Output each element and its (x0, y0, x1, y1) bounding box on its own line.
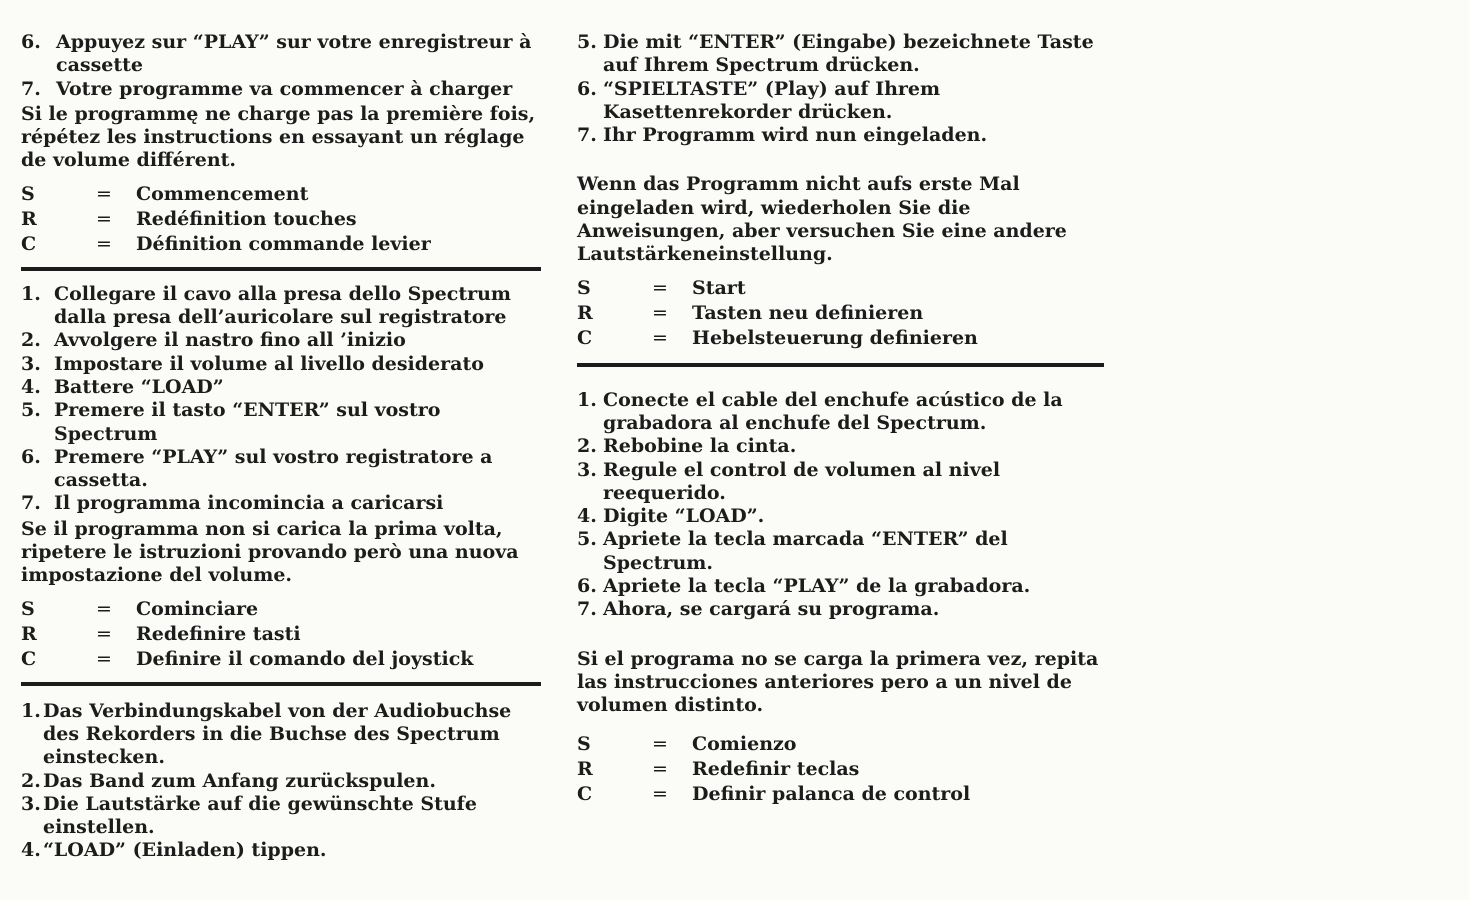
item-number: 6. (21, 31, 41, 53)
item-text: Ahora, se cargará su programa. (603, 598, 940, 621)
item-number: 1. (21, 282, 41, 305)
item-number: 3. (21, 352, 41, 375)
key-row (21, 647, 541, 672)
equals-sign: = (96, 622, 112, 645)
item-number: 5. (577, 528, 597, 551)
retry-note: Se il programma non si carica la prima volta, ripetere le istruzioni provando però una nuova impostazione del volume. (21, 517, 519, 587)
item-number: 5. (577, 31, 597, 53)
key-row (577, 276, 1107, 301)
key-letter: R (21, 207, 37, 230)
item-number: 4. (577, 505, 597, 528)
item-text: Die Lautstärke auf die gewünschte Stufe einstellen. (43, 792, 477, 839)
item-text: Regule el control de volumen al nivel reequerido. (603, 458, 1001, 504)
retry-note: Si le programmę ne charge pas la première fois, répétez les instructions en essayant un réglage de volume différent. (21, 102, 536, 172)
item-text: Das Band zum Anfang zurückspulen. (43, 769, 436, 792)
key-action: Redefinire tasti (136, 622, 301, 645)
list-item (577, 505, 1107, 528)
item-text: Premere “PLAY” sul vostro registratore a cassetta. (54, 445, 493, 492)
list-item (21, 376, 541, 399)
equals-sign: = (652, 301, 668, 324)
list-item (21, 329, 541, 352)
list-item (21, 399, 541, 446)
key-action: Commencement (136, 182, 309, 205)
spacer (577, 622, 1107, 646)
key-action: Comienzo (692, 732, 797, 755)
list-item (577, 459, 1107, 506)
item-text: Collegare il cavo alla presa dello Spectrum dalla presa dell’auricolare sul registratore (54, 282, 512, 329)
item-number: 6. (577, 575, 597, 598)
key-action: Cominciare (136, 597, 259, 620)
key-action: Start (692, 276, 746, 299)
section-divider (21, 267, 541, 271)
key-legend (21, 597, 541, 672)
equals-sign: = (652, 757, 668, 780)
key-action: Definire il comando del joystick (136, 647, 474, 670)
item-text: “LOAD” (Einladen) tippen. (43, 839, 327, 862)
key-action: Definir palanca de control (692, 782, 971, 805)
list-item (21, 492, 541, 515)
item-number: 1. (21, 699, 41, 722)
equals-sign: = (652, 276, 668, 299)
retry-note: Si el programa no se carga la primera vez, repita las instrucciones anteriores pero a un nivel de volumen distinto. (577, 647, 1099, 717)
item-number: 2. (21, 329, 41, 352)
list-item (21, 700, 541, 770)
item-text: Votre programme va commencer à charger (56, 77, 513, 100)
key-row (21, 207, 541, 232)
item-number: 7. (21, 77, 41, 100)
item-number: 2. (577, 435, 597, 458)
key-row (21, 622, 541, 647)
list-item (577, 435, 1107, 458)
item-text: Appuyez sur “PLAY” sur votre enregistreur à cassette (56, 31, 532, 77)
list-item (577, 124, 1107, 147)
list-item (577, 598, 1107, 621)
item-number: 5. (21, 399, 41, 422)
key-letter: R (577, 301, 593, 324)
list-item (21, 78, 541, 101)
item-text: Apriete la tecla marcada “ENTER” del Spectrum. (603, 528, 1008, 574)
key-letter: C (577, 782, 593, 805)
left-column (21, 31, 541, 863)
key-letter: S (21, 597, 35, 620)
key-row (21, 597, 541, 622)
key-letter: C (21, 647, 37, 670)
list-item (21, 283, 541, 330)
key-letter: C (21, 232, 37, 255)
item-number: 4. (21, 839, 41, 862)
key-action: Hebelsteuerung definieren (692, 326, 978, 349)
key-letter: S (577, 732, 591, 755)
key-letter: R (21, 622, 37, 645)
list-item (577, 78, 1107, 125)
key-letter: R (577, 757, 593, 780)
list-item (21, 793, 541, 840)
section-divider (21, 682, 541, 686)
key-action: Définition commande levier (136, 232, 431, 255)
item-number: 3. (21, 792, 41, 815)
equals-sign: = (652, 782, 668, 805)
equals-sign: = (96, 232, 112, 255)
key-legend (577, 732, 1107, 807)
spanish-section (577, 389, 1107, 807)
list-item (21, 31, 541, 78)
list-item (577, 528, 1107, 575)
retry-note: Wenn das Programm nicht aufs erste Mal eingeladen wird, wiederholen Sie die Anweisungen, aber versuchen Sie eine andere Lautstärkeneinstellung. (577, 173, 1067, 266)
spacer (577, 147, 1107, 171)
section-divider (577, 363, 1104, 367)
german-section (21, 700, 541, 863)
key-letter: S (577, 276, 591, 299)
key-action: Redefinir teclas (692, 757, 860, 780)
right-column (577, 31, 1107, 807)
equals-sign: = (96, 597, 112, 620)
item-text: Rebobine la cinta. (603, 435, 797, 458)
item-number: 1. (577, 388, 597, 411)
item-text: Avvolgere il nastro fino all ’inizio (54, 329, 406, 352)
item-text: Il programma incomincia a caricarsi (54, 492, 444, 515)
item-text: Das Verbindungskabel von der Audiobuchse des Rekorders in die Buchse des Spectrum einstecken. (43, 699, 512, 769)
item-number: 2. (21, 769, 41, 792)
key-row (577, 301, 1107, 326)
key-legend (21, 182, 541, 257)
item-text: Apriete la tecla “PLAY” de la grabadora. (603, 575, 1031, 598)
italian-section (21, 283, 541, 672)
item-number: 3. (577, 458, 597, 481)
item-text: Digite “LOAD”. (603, 505, 765, 528)
french-section (21, 31, 541, 257)
equals-sign: = (96, 647, 112, 670)
equals-sign: = (96, 182, 112, 205)
equals-sign: = (652, 326, 668, 349)
key-letter: C (577, 326, 593, 349)
list-item (577, 389, 1107, 436)
item-number: 6. (577, 77, 597, 100)
item-number: 7. (577, 124, 597, 147)
list-item (577, 575, 1107, 598)
key-row (577, 757, 1107, 782)
equals-sign: = (652, 732, 668, 755)
key-row (577, 732, 1107, 757)
german-section-continued (577, 31, 1107, 351)
list-item (21, 446, 541, 493)
key-legend (577, 276, 1107, 351)
key-row (577, 782, 1107, 807)
equals-sign: = (96, 207, 112, 230)
item-number: 7. (21, 492, 41, 515)
key-action: Tasten neu definieren (692, 301, 924, 324)
item-text: Impostare il volume al livello desiderato (54, 352, 484, 375)
list-item (21, 353, 541, 376)
key-row (21, 232, 541, 257)
list-item (577, 31, 1107, 78)
item-number: 4. (21, 375, 41, 398)
key-letter: S (21, 182, 35, 205)
list-item (21, 839, 541, 862)
item-text: “SPIELTASTE” (Play) auf Ihrem Kasettenrekorder drücken. (603, 77, 941, 123)
key-row (21, 182, 541, 207)
item-number: 7. (577, 598, 597, 621)
item-number: 6. (21, 445, 41, 468)
item-text: Premere il tasto “ENTER” sul vostro Spectrum (54, 399, 441, 445)
item-text: Die mit “ENTER” (Eingabe) bezeichnete Taste auf Ihrem Spectrum drücken. (603, 31, 1094, 77)
item-text: Battere “LOAD” (54, 375, 224, 398)
key-row (577, 326, 1107, 351)
item-text: Conecte el cable del enchufe acústico de la grabadora al enchufe del Spectrum. (603, 388, 1063, 434)
item-text: Ihr Programm wird nun eingeladen. (603, 124, 988, 147)
key-action: Redéfinition touches (136, 207, 357, 230)
list-item (21, 770, 541, 793)
